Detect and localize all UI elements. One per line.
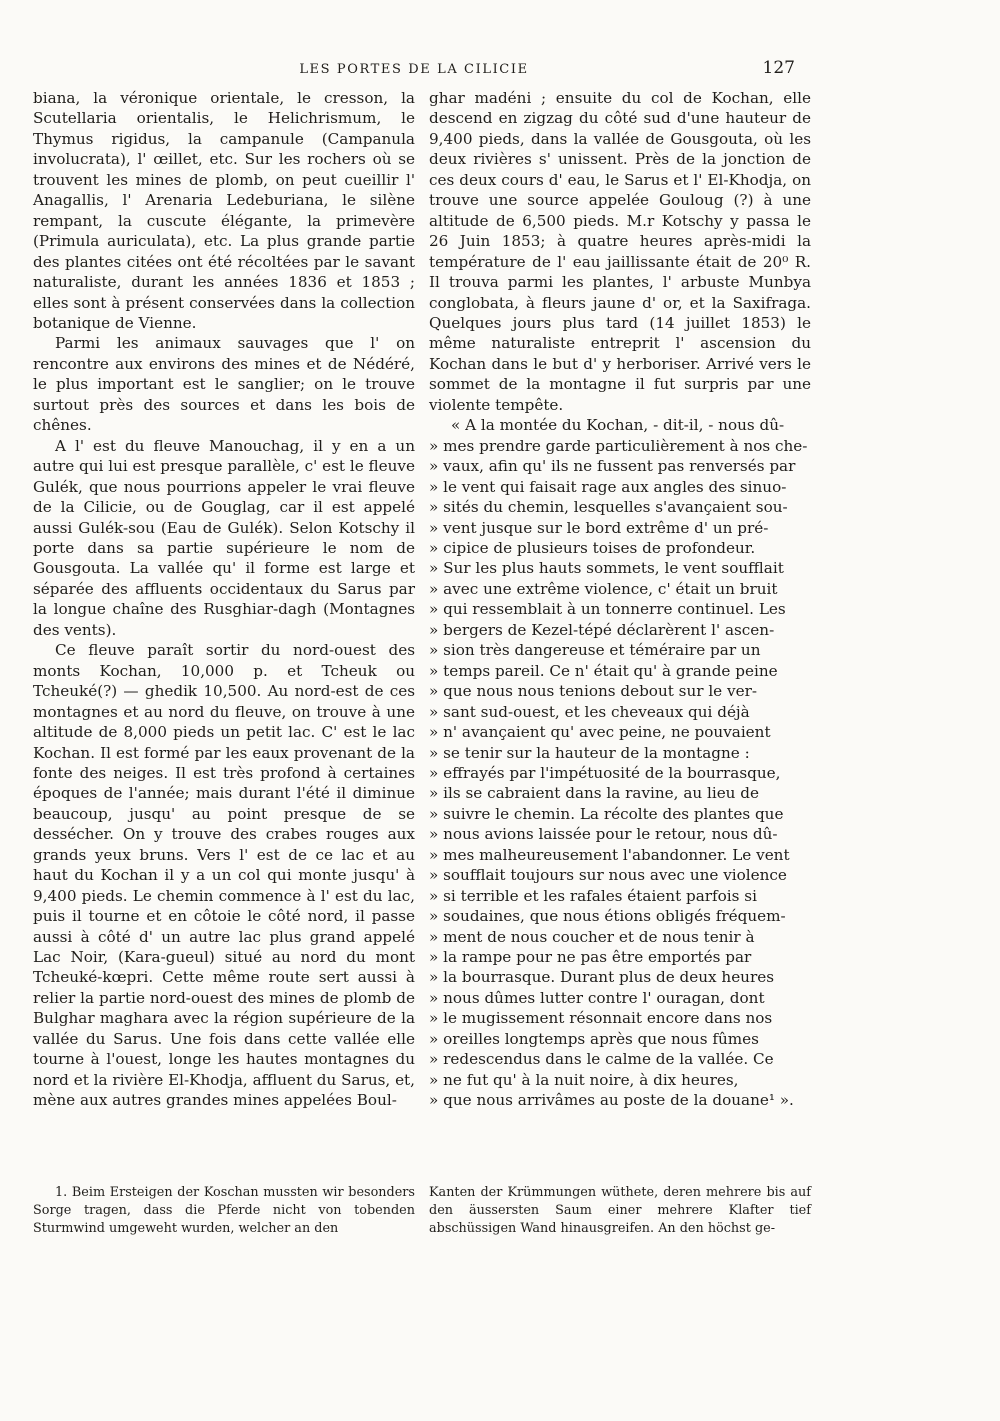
footnote-left <box>33 1184 415 1239</box>
footnote-text: 1. Beim Ersteigen der Koschan mussten wir besonders Sorge tragen, dass die Pferde nicht von tobenden Sturmwind umgeweht wurden, welcher an den <box>33 1185 415 1237</box>
paragraph: biana, la véronique orientale, le cresson, la Scutellaria orientalis, le Helichrismum, le Thymus rigidus, la campanule (Campanula involucrata), l' œillet, etc. Sur les rochers où se trouvent les mines de plomb, on peut cueillir l' Anagallis, l' Arenaria Ledeburiana, le silène rempant, la cuscute élégante, la primevère (Primula auriculata), etc. La plus grande partie des plantes citées ont été récoltées par le savant naturaliste, durant les années 1836 et 1853 ; elles sont à présent conservées dans la collection botanique de Vienne. <box>33 89 415 332</box>
right-column <box>429 88 811 1111</box>
footnote-divider <box>33 1176 153 1177</box>
footnote-right <box>429 1184 811 1239</box>
paragraph: Parmi les animaux sauvages que l' on rencontre aux environs des mines et de Nédéré, le plus important est le sanglier; on le trouve surtout près des sources et dans les bois de chênes. <box>33 334 415 435</box>
running-title: LES PORTES DE LA CILICIE <box>299 62 529 77</box>
paragraph: ghar madéni ; ensuite du col de Kochan, elle descend en zigzag du côté sud d'une hauteur de 9,400 pieds, dans la vallée de Gousgouta, où les deux rivières s' unissent. Près de la jonction de ces deux cours d' eau, le Sarus et l' El-Khodja, on trouve une source appelée Gouloug (?) à une altitude de 6,500 pieds. M.r Kotschy y passa le 26 Juin 1853; à quatre heures après-midi la température de l' eau jaillissante était de 20⁰ R. Il trouva parmi les plantes, l' arbuste Munbya conglobata, à fleurs jaune d' or, et la Saxifraga. Quelques jours plus tard (14 juillet 1853) le même naturaliste entreprit l' ascension du Kochan dans le but d' y herboriser. Arrivé vers le sommet de la montagne il fut surpris par une violente tempête. <box>429 89 811 414</box>
page-number: 127 <box>762 58 795 78</box>
left-column <box>33 88 415 1111</box>
paragraph: A l' est du fleuve Manouchag, il y en a un autre qui lui est presque parallèle, c' est le fleuve Gulék, que nous pourrions appeler le vrai fleuve de la Cilicie, ou de Gouglag, car il est appelé aussi Gulék-sou (Eau de Gulék). Selon Kotschy il porte dans sa partie supérieure le nom de Gousgouta. La vallée qu' il forme est large et séparée des affluents occidentaux du Sarus par la longue chaîne des Rusghiar-dagh (Montagnes des vents). <box>33 436 415 639</box>
footnote-text: Kanten der Krümmungen wüthete, deren mehrere bis auf den äussersten Saum einer mehrere Klafter tief abschüssigen Wand hinausgreifen. An den höchst ge- <box>429 1185 811 1237</box>
page-header <box>33 58 795 84</box>
quotation-paragraph: « A la montée du Kochan, - dit-il, - nous dû- » mes prendre garde particulièrement à nos che- » vaux, afin qu' ils ne fussent pas renversés par » le vent qui faisait rage aux angles des sinuo- » sités du chemin, lesquelles s'avançaient sou- » vent jusque sur le bord extrême d' un pré- » cipice de plusieurs toises de profondeur. » Sur les plus hauts sommets, le vent soufflait » avec une extrême violence, c' était un bruit » qui ressemblait à un tonnerre continuel. Les » bergers de Kezel-tépé déclarèrent l' ascen- » sion très dangereuse et téméraire par un » temps pareil. Ce n' était qu' à grande peine » que nous nous tenions debout sur le ver- » sant sud-ouest, et les cheveaux qui déjà » n' avançaient qu' avec peine, ne pouvaient » se tenir sur la hauteur de la montagne : » effrayés par l'impétuosité de la bourrasque, » ils se cabraient dans la ravine, au lieu de » suivre le chemin. La récolte des plantes que » nous avions laissée pour le retour, nous dû- » mes malheureusement l'abandonner. Le vent » soufflait toujours sur nous avec une violence » si terrible et les rafales étaient parfois si » soudaines, que nous étions obligés fréquem- » ment de nous coucher et de nous tenir à » la rampe pour ne pas être emportés par » la bourrasque. Durant plus de deux heures » nous dûmes lutter contre l' ouragan, dont » le mugissement résonnait encore dans nos » oreilles longtemps après que nous fûmes » redescendus dans le calme de la vallée. Ce » ne fut qu' à la nuit noire, à dix heures, » que nous arrivâmes au poste de la douane¹ ». <box>429 416 808 1110</box>
paragraph: Ce fleuve paraît sortir du nord-ouest des monts Kochan, 10,000 p. et Tcheuk ou Tcheuké(?) — ghedik 10,500. Au nord-est de ces montagnes et au nord du fleuve, on trouve à une altitude de 8,000 pieds un petit lac. C' est le lac Kochan. Il est formé par les eaux provenant de la fonte des neiges. Il est très profond à certaines époques de l'année; mais durant l'été il diminue beaucoup, jusqu' au point presque de se dessécher. On y trouve des crabes rouges aux grands yeux bruns. Vers l' est de ce lac et au haut du Kochan il y a un col qui monte jusqu' à 9,400 pieds. Le chemin commence à l' est du lac, puis il tourne et en côtoie le côté nord, il passe aussi à côté d' un autre lac plus grand appelé Lac Noir, (Kara-gueul) situé au nord du mont Tcheuké-kœpri. Cette même route sert aussi à relier la partie nord-ouest des mines de plomb de Bulghar maghara avec la région supérieure de la vallée du Sarus. Une fois dans cette vallée elle tourne à l'ouest, longe les hautes montagnes du nord et la rivière El-Khodja, affluent du Sarus, et, mène aux autres grandes mines appelées Boul- <box>33 641 415 1110</box>
